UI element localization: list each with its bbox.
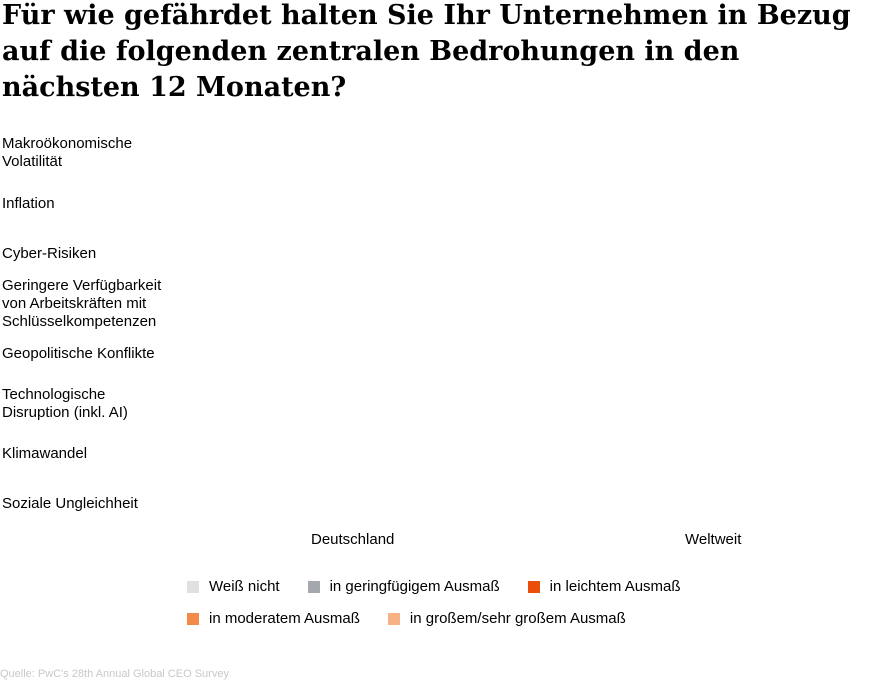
legend-swatch xyxy=(187,581,199,593)
legend-item xyxy=(187,578,280,596)
panel-label-weltweit: Weltweit xyxy=(685,531,742,548)
legend-swatch xyxy=(388,613,400,625)
legend-row-1 xyxy=(187,578,709,596)
category-label-line: Geringere Verfügbarkeit xyxy=(2,277,162,294)
category-label-line: Schlüsselkompetenzen xyxy=(2,313,157,330)
chart-title: Für wie gefährdet halten Sie Ihr Unternehmen in Bezug auf die folgenden zentralen Bedrohungen in den nächsten 12 Monaten? xyxy=(2,0,851,103)
legend-item xyxy=(187,610,360,628)
legend-item xyxy=(528,578,681,596)
category-label-line: Soziale Ungleichheit xyxy=(2,495,138,512)
legend-label: in leichtem Ausmaß xyxy=(549,578,681,595)
legend-label: in geringfügigem Ausmaß xyxy=(329,578,500,595)
category-label-line: von Arbeitskräften mit xyxy=(2,295,147,312)
legend-label: Weiß nicht xyxy=(209,578,280,595)
legend-swatch xyxy=(187,613,199,625)
category-label-line: Technologische xyxy=(2,386,106,403)
category-label-line: Geopolitische Konflikte xyxy=(2,345,155,362)
legend-label: in moderatem Ausmaß xyxy=(209,610,360,627)
legend-swatch xyxy=(308,581,320,593)
legend-item xyxy=(308,578,500,596)
category-label-line: Klimawandel xyxy=(2,445,88,462)
legend-swatch xyxy=(528,581,540,593)
legend-item xyxy=(388,610,626,628)
category-label-line: Cyber-Risiken xyxy=(2,245,97,262)
legend-label: in großem/sehr großem Ausmaß xyxy=(409,610,626,627)
source-note: Quelle: PwC's 28th Annual Global CEO Survey xyxy=(0,668,229,680)
category-label-line: Makroökonomische xyxy=(2,135,133,152)
category-label-line: Disruption (inkl. AI) xyxy=(2,404,128,421)
legend-row-2 xyxy=(187,610,654,628)
category-label-line: Inflation xyxy=(2,195,55,212)
panel-label-deutschland: Deutschland xyxy=(311,531,395,548)
category-label-line: Volatilität xyxy=(2,153,63,170)
